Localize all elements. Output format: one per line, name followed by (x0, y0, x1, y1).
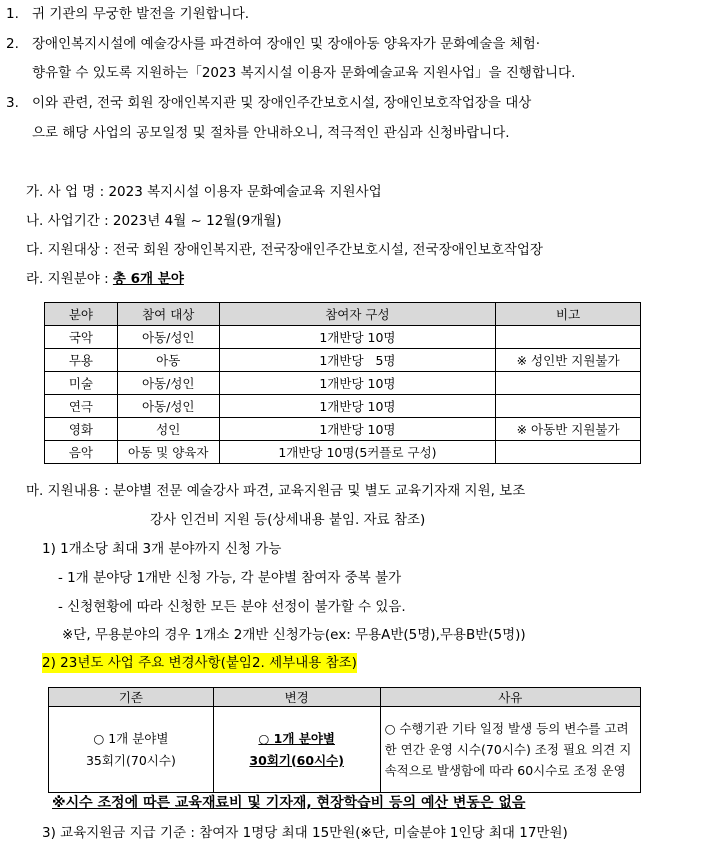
cell-target: 아동/성인 (117, 372, 219, 395)
cell-composition: 1개반당 10명 (219, 418, 495, 441)
cell-previous (49, 707, 214, 793)
table-header-row (49, 688, 641, 707)
para-2-line-1: 장애인복지시설에 예술강사를 파견하여 장애인 및 장애아동 양육자가 문화예술을 체험· (32, 36, 541, 52)
support-field-table (44, 302, 641, 464)
header-target: 참여 대상 (117, 303, 219, 326)
header-previous: 기존 (49, 688, 214, 707)
para-2-number: 2. (6, 36, 19, 52)
item-ra-value: 총 6개 분야 (112, 271, 184, 287)
changes-table (48, 687, 641, 793)
cell-note (496, 441, 641, 464)
cell-note (496, 395, 641, 418)
cell-target: 아동/성인 (117, 326, 219, 349)
sub-item-1: 1) 1개소당 최대 3개 분야까지 신청 가능 (42, 541, 282, 557)
cell-field: 음악 (45, 441, 118, 464)
para-2-line-2: 향유할 수 있도록 지원하는「2023 복지시설 이용자 문화예술교육 지원사업」을 진행합니다. (32, 65, 576, 81)
header-changed: 변경 (213, 688, 380, 707)
table-header-row (45, 303, 641, 326)
cell-note (496, 326, 641, 349)
item-ra (26, 269, 184, 289)
cell-field: 무용 (45, 349, 118, 372)
para-3-number: 3. (6, 95, 19, 111)
item-ra-label: 라. 지원분야 : (26, 271, 113, 287)
changed-line-1: ○ 1개 분야별 (258, 730, 335, 746)
cell-field: 영화 (45, 418, 118, 441)
cell-field: 미술 (45, 372, 118, 395)
table-row (45, 418, 641, 441)
item-ma-line-2: 강사 인건비 지원 등(상세내용 붙임. 자료 참조) (150, 512, 426, 528)
cell-composition: 1개반당 10명(5커플로 구성) (219, 441, 495, 464)
para-1-number: 1. (6, 6, 19, 22)
para-3-line-2: 으로 해당 사업의 공모일정 및 절차를 안내하오니, 적극적인 관심과 신청바랍니다. (32, 125, 510, 141)
cell-composition: 1개반당 5명 (219, 349, 495, 372)
table-row (45, 441, 641, 464)
cell-target: 성인 (117, 418, 219, 441)
header-composition: 참여자 구성 (219, 303, 495, 326)
sub-item-1-c: ※단, 무용분야의 경우 1개소 2개반 신청가능(ex: 무용A반(5명),무용B반(5명)) (62, 627, 526, 643)
cell-target: 아동 (117, 349, 219, 372)
cell-reason: ○ 수행기관 기타 일정 발생 등의 변수를 고려한 연간 운영 시수(70시수) 조정 필요 의견 지속적으로 발생함에 따라 60시수로 조정 운영 (380, 707, 640, 793)
table-row (45, 395, 641, 418)
item-na: 나. 사업기간 : 2023년 4월 ~ 12월(9개월) (26, 213, 282, 229)
previous-line-1: ○ 1개 분야별 (93, 730, 169, 746)
table-row (45, 372, 641, 395)
cell-changed (213, 707, 380, 793)
cell-composition: 1개반당 10명 (219, 372, 495, 395)
table-row (49, 707, 641, 793)
sub-item-1-b: - 신청현황에 따라 신청한 모든 분야 선정이 불가할 수 있음. (58, 599, 406, 615)
item-ga: 가. 사 업 명 : 2023 복지시설 이용자 문화예술교육 지원사업 (26, 184, 382, 200)
table-row (45, 326, 641, 349)
previous-line-2: 35회기(70시수) (85, 752, 176, 768)
changed-line-2: 30회기(60시수) (249, 752, 344, 768)
cell-target: 아동/성인 (117, 395, 219, 418)
budget-note: ※시수 조정에 따른 교육재료비 및 기자재, 현장학습비 등의 예산 변동은 없음 (52, 795, 526, 811)
cell-field: 연극 (45, 395, 118, 418)
para-3-line-1: 이와 관련, 전국 회원 장애인복지관 및 장애인주간보호시설, 장애인보호작업장을 대상 (32, 95, 532, 111)
sub-item-2-highlighted: 2) 23년도 사업 주요 변경사항(붙임2. 세부내용 참조) (42, 655, 357, 671)
cell-note (496, 372, 641, 395)
cell-composition: 1개반당 10명 (219, 326, 495, 349)
header-field: 분야 (45, 303, 118, 326)
cell-composition: 1개반당 10명 (219, 395, 495, 418)
header-note: 비고 (496, 303, 641, 326)
para-1: 귀 기관의 무궁한 발전을 기원합니다. (32, 6, 250, 22)
sub-item-3: 3) 교육지원금 지급 기준 : 참여자 1명당 최대 15만원(※단, 미술분야 1인당 최대 17만원) (42, 825, 568, 841)
item-da: 다. 지원대상 : 전국 회원 장애인복지관, 전국장애인주간보호시설, 전국장애인보호작업장 (26, 242, 543, 258)
sub-item-1-a: - 1개 분야당 1개반 신청 가능, 각 분야별 참여자 중복 불가 (58, 570, 402, 586)
item-ma-line-1: 마. 지원내용 : 분야별 전문 예술강사 파견, 교육지원금 및 별도 교육기자재 지원, 보조 (26, 483, 526, 499)
cell-note: ※ 아동반 지원불가 (496, 418, 641, 441)
cell-note: ※ 성인반 지원불가 (496, 349, 641, 372)
header-reason: 사유 (380, 688, 640, 707)
cell-field: 국악 (45, 326, 118, 349)
cell-target: 아동 및 양육자 (117, 441, 219, 464)
table-row (45, 349, 641, 372)
